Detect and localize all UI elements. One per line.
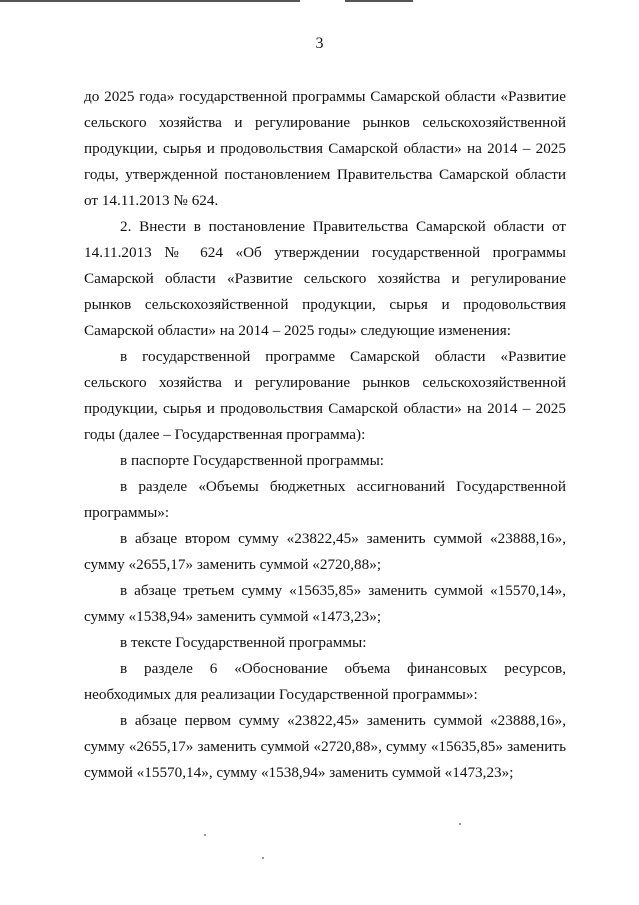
paragraph-passport-heading: в паспорте Государственной программы: [120, 452, 385, 469]
paragraph-third-abzac: в абзаце третьем сумму «15635,85» заменить суммой «15570,14», сумму «1538,94» заменить суммой «1473,23»; [84, 582, 566, 625]
paragraph-intro-continuation: до 2025 года» государственной программы Самарской области «Развитие сельского хозяйства и регулирование рынков сельскохозяйственной продукции, сырья и продовольствия Самарской области» на 2014 – 2025 годы, утвержденной постановлением Правительства Самарской области от 14.11.2013 № 624. [84, 88, 566, 209]
paragraph-program-changes: в государственной программе Самарской области «Развитие сельского хозяйства и регулирование рынков сельскохозяйственной продукции, сырья и продовольствия Самарской области» на 2014 – 2025 годы (далее – Государственная программа): [84, 348, 566, 443]
paragraph-first-abzac: в абзаце первом сумму «23822,45» заменить суммой «23888,16», сумму «2655,17» заменить суммой «2720,88», сумму «15635,85» заменить суммой «15570,14», сумму «1538,94» заменить суммой «1473,23»; [84, 712, 566, 781]
paragraph-text-heading: в тексте Государственной программы: [120, 634, 367, 651]
paragraph-budget-section: в разделе «Объемы бюджетных ассигнований Государственной программы»: [84, 478, 566, 521]
top-edge-rule [345, 0, 413, 2]
paragraph-section-6: в разделе 6 «Обоснование объема финансовых ресурсов, необходимых для реализации Государственной программы»: [84, 660, 566, 703]
scan-speck [204, 834, 206, 836]
paragraph-item-2: 2. Внести в постановление Правительства Самарской области от 14.11.2013 № 624 «Об утверждении государственной программы Самарской области «Развитие сельского хозяйства и регулирование рынков сельскохозяйственной продукции, сырья и продовольствия Самарской области» на 2014 – 2025 годы» следующие изменения: [84, 218, 566, 339]
scan-speck [459, 823, 461, 825]
scan-speck [262, 857, 264, 859]
top-edge-rule [0, 0, 300, 2]
document-body [84, 84, 566, 786]
paragraph-second-abzac: в абзаце втором сумму «23822,45» заменить суммой «23888,16», сумму «2655,17» заменить суммой «2720,88»; [84, 530, 566, 573]
page-number: 3 [315, 35, 324, 52]
